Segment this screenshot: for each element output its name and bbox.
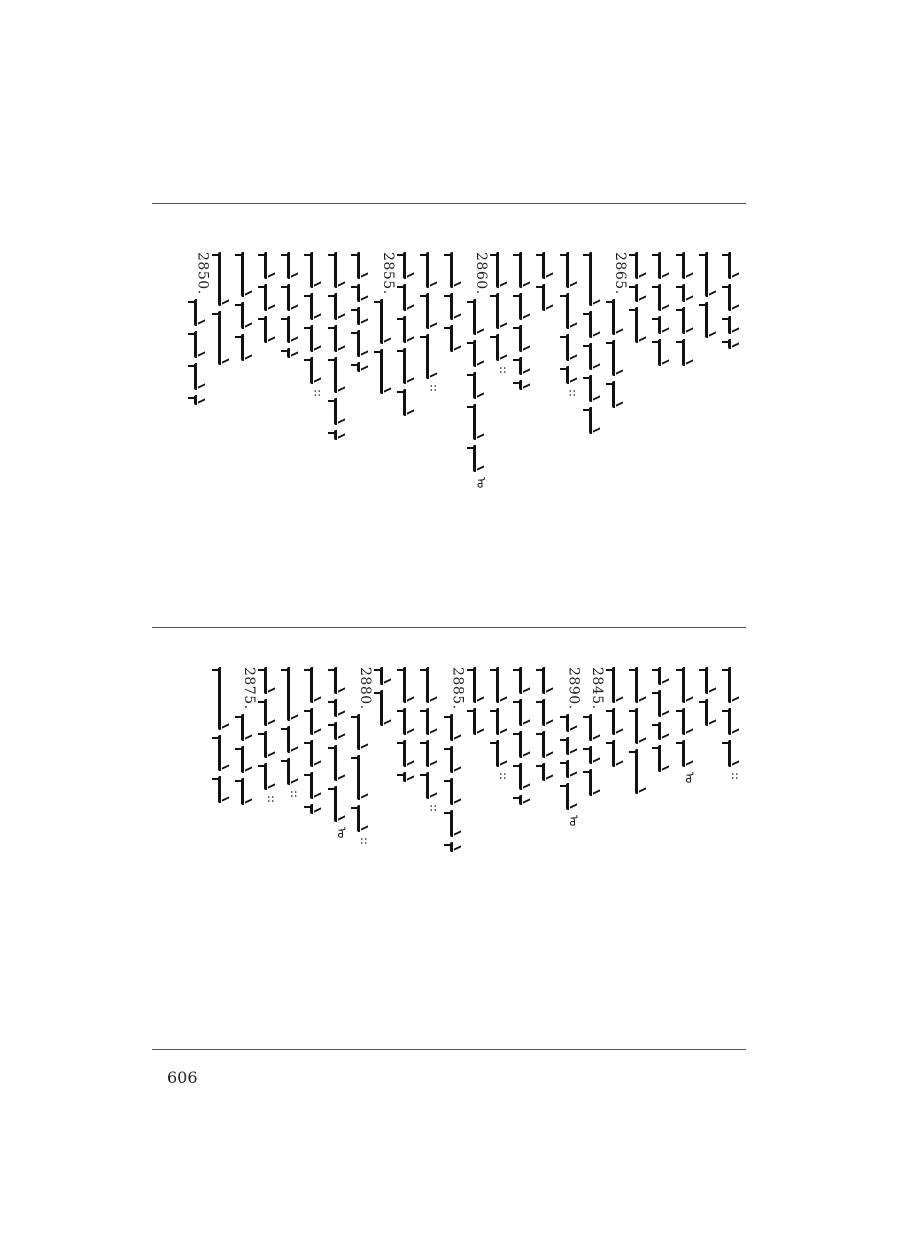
- script-word: [380, 667, 396, 685]
- script-word: [450, 293, 466, 320]
- script-word: [542, 763, 558, 781]
- script-word: [473, 340, 489, 367]
- text-column: [305, 667, 331, 819]
- script-word: [658, 690, 674, 717]
- script-word: [728, 740, 744, 767]
- script-word: [357, 805, 373, 832]
- script-word: [566, 714, 582, 732]
- text-column: [421, 252, 447, 397]
- text-column: [700, 252, 726, 343]
- script-word: [635, 749, 651, 794]
- script-word: [612, 740, 628, 767]
- page-number: 606: [167, 1068, 198, 1087]
- script-word: [473, 708, 489, 735]
- text-column: [514, 252, 540, 395]
- script-line: [264, 252, 280, 348]
- script-word: [566, 760, 582, 778]
- script-word: [635, 708, 651, 744]
- script-word: [682, 667, 698, 703]
- script-word: [264, 252, 280, 279]
- script-word: [334, 699, 350, 717]
- text-column: [375, 667, 401, 731]
- text-column: [352, 667, 378, 850]
- script-word: [658, 745, 674, 772]
- script-word: [287, 726, 303, 753]
- script-word: [658, 722, 674, 740]
- text-column: [537, 667, 563, 786]
- script-word: [635, 667, 651, 703]
- script-word: [450, 778, 466, 805]
- script-word: [194, 331, 210, 358]
- script-word: [473, 299, 489, 335]
- script-line: [218, 667, 234, 808]
- script-word: [264, 699, 280, 726]
- script-line: [194, 299, 210, 410]
- script-word: [705, 667, 721, 694]
- double-dot-mark: ::: [265, 795, 279, 804]
- script-line: [403, 667, 419, 787]
- script-word: [426, 740, 442, 767]
- script-word: [519, 357, 535, 375]
- script-word: [357, 714, 373, 750]
- text-column: [514, 667, 540, 810]
- ring-mark: ᠣ: [566, 814, 581, 826]
- script-line: [728, 252, 744, 354]
- middle-rule: [152, 627, 746, 628]
- script-word: [519, 763, 535, 790]
- script-word: [542, 252, 558, 279]
- text-column: [282, 667, 308, 803]
- script-word: [542, 284, 558, 311]
- script-line: [334, 667, 350, 843]
- script-word: [542, 731, 558, 758]
- script-line: [658, 667, 674, 777]
- script-word: [728, 316, 744, 334]
- script-word: [682, 307, 698, 334]
- script-word: [496, 740, 512, 767]
- text-column: [584, 667, 610, 801]
- script-word: [519, 293, 535, 320]
- script-word: [357, 284, 373, 302]
- bottom-rule: [152, 1049, 746, 1050]
- script-word: [450, 746, 466, 773]
- script-word: [264, 667, 280, 694]
- text-column: [259, 252, 285, 348]
- script-word: [496, 708, 512, 735]
- text-column: [236, 667, 262, 810]
- script-word: [473, 404, 489, 440]
- script-word: [566, 737, 582, 755]
- script-word: [589, 407, 605, 434]
- script-line: [635, 667, 651, 799]
- script-word: [519, 380, 535, 390]
- text-column: [421, 667, 447, 817]
- script-word: [264, 731, 280, 758]
- script-line: [426, 667, 442, 817]
- text-column: [537, 252, 563, 316]
- verse-number: 2890.: [565, 667, 582, 710]
- script-line: [310, 252, 326, 402]
- text-column: [445, 252, 471, 357]
- script-word: [357, 362, 373, 372]
- verse-number: 2850.: [194, 252, 211, 295]
- script-line: [589, 252, 605, 439]
- script-word: [705, 699, 721, 726]
- script-word: [334, 293, 350, 320]
- script-word: [426, 334, 442, 379]
- script-word: [287, 284, 303, 311]
- script-line: [519, 667, 535, 810]
- script-word: [612, 340, 628, 376]
- script-word: [287, 252, 303, 279]
- script-word: [728, 252, 744, 279]
- script-word: [496, 334, 512, 361]
- script-word: [310, 667, 326, 703]
- double-dot-mark: ::: [357, 836, 372, 845]
- script-line: [566, 252, 582, 402]
- script-word: [705, 302, 721, 338]
- script-word: [635, 252, 651, 279]
- script-word: [287, 758, 303, 785]
- script-line: [612, 667, 628, 772]
- text-column: [653, 252, 679, 371]
- text-column: [282, 252, 308, 363]
- script-word: [589, 714, 605, 741]
- double-dot-mark: ::: [497, 772, 511, 781]
- script-line: [357, 252, 373, 377]
- script-word: [658, 316, 674, 334]
- text-column: [375, 252, 401, 399]
- script-word: [728, 339, 744, 349]
- script-word: [450, 842, 466, 852]
- script-word: [264, 284, 280, 311]
- script-word: [496, 293, 512, 329]
- verse-number: 2880.: [356, 667, 373, 710]
- text-column: [398, 252, 424, 421]
- script-word: [682, 252, 698, 279]
- text-column: [630, 252, 656, 348]
- script-word: [450, 714, 466, 741]
- script-word: [519, 795, 535, 805]
- script-line: [380, 299, 396, 399]
- script-word: [241, 714, 257, 741]
- script-word: [403, 284, 419, 311]
- script-word: [542, 667, 558, 694]
- double-dot-mark: ::: [729, 772, 743, 781]
- double-dot-mark: ::: [497, 366, 511, 375]
- text-column: [561, 667, 587, 831]
- script-word: [728, 708, 744, 735]
- script-word: [218, 776, 234, 803]
- script-line: [612, 299, 628, 413]
- script-word: [218, 311, 234, 365]
- script-word: [589, 252, 605, 306]
- script-line: [473, 667, 489, 740]
- script-line: [450, 714, 466, 857]
- script-line: [264, 667, 280, 808]
- text-column: [607, 667, 633, 772]
- script-word: [450, 810, 466, 837]
- script-word: [682, 708, 698, 735]
- script-word: [241, 302, 257, 329]
- verse-number: 2845.: [588, 667, 605, 710]
- text-column: [213, 252, 239, 370]
- script-word: [194, 299, 210, 326]
- script-word: [682, 284, 698, 302]
- text-column: [445, 667, 471, 857]
- script-line: [287, 252, 303, 363]
- script-word: [728, 284, 744, 311]
- text-column: [259, 667, 285, 808]
- script-word: [496, 252, 512, 288]
- text-column: [398, 667, 424, 787]
- script-line: [218, 252, 234, 370]
- script-line: [658, 252, 674, 371]
- text-column: [468, 252, 494, 493]
- script-word: [357, 252, 373, 279]
- script-word: [403, 389, 419, 416]
- text-column: [491, 667, 517, 785]
- script-word: [403, 348, 419, 384]
- script-word: [380, 299, 396, 344]
- script-line: [334, 252, 350, 445]
- verse-number: 2855.: [380, 252, 396, 295]
- text-column: [723, 667, 749, 785]
- script-word: [450, 252, 466, 288]
- script-line: [705, 667, 721, 731]
- script-word: [682, 740, 698, 767]
- script-word: [473, 372, 489, 399]
- script-word: [380, 349, 396, 394]
- script-word: [334, 252, 350, 288]
- script-word: [334, 430, 350, 440]
- script-word: [334, 786, 350, 822]
- script-word: [519, 252, 535, 288]
- script-line: [566, 714, 582, 831]
- text-column: [607, 252, 633, 413]
- script-word: [426, 293, 442, 329]
- script-line: [403, 252, 419, 421]
- script-line: [380, 667, 396, 731]
- script-word: [334, 667, 350, 694]
- script-word: [357, 330, 373, 357]
- script-line: [519, 252, 535, 395]
- script-line: [589, 714, 605, 801]
- script-word: [589, 343, 605, 370]
- script-word: [728, 667, 744, 703]
- text-column: [584, 252, 610, 439]
- script-word: [426, 252, 442, 288]
- text-column: [653, 667, 679, 777]
- text-column: [189, 252, 215, 410]
- script-word: [194, 363, 210, 390]
- script-word: [264, 763, 280, 790]
- script-word: [403, 252, 419, 279]
- script-line: [241, 714, 257, 810]
- script-word: [705, 252, 721, 297]
- script-word: [310, 804, 326, 814]
- script-word: [403, 667, 419, 703]
- text-column: [491, 252, 517, 379]
- script-word: [589, 769, 605, 796]
- ring-mark: ᠣ: [473, 476, 488, 488]
- script-line: [682, 252, 698, 371]
- script-word: [403, 708, 419, 735]
- script-word: [658, 667, 674, 685]
- script-line: [542, 667, 558, 786]
- script-word: [519, 667, 535, 694]
- script-word: [589, 311, 605, 338]
- script-word: [334, 357, 350, 393]
- script-word: [566, 334, 582, 361]
- script-line: [542, 252, 558, 316]
- script-word: [519, 699, 535, 726]
- verse-number: 2860.: [472, 252, 489, 295]
- script-line: [473, 299, 489, 493]
- script-word: [658, 339, 674, 366]
- double-dot-mark: ::: [288, 790, 303, 799]
- script-line: [496, 252, 512, 379]
- script-word: [426, 772, 442, 799]
- script-word: [310, 772, 326, 799]
- script-word: [403, 316, 419, 343]
- script-word: [635, 307, 651, 343]
- script-line: [241, 252, 257, 366]
- text-column: [677, 667, 703, 788]
- script-word: [519, 731, 535, 758]
- text-column: [236, 252, 262, 366]
- script-word: [403, 740, 419, 767]
- script-word: [426, 667, 442, 703]
- ring-mark: ᠣ: [682, 772, 697, 784]
- script-word: [310, 325, 326, 352]
- script-word: [264, 316, 280, 343]
- script-line: [426, 252, 442, 397]
- script-word: [334, 398, 350, 425]
- text-column: [677, 252, 703, 371]
- script-word: [612, 299, 628, 335]
- script-word: [473, 445, 489, 472]
- text-column: [305, 252, 331, 402]
- script-word: [218, 667, 234, 730]
- script-word: [496, 667, 512, 703]
- text-column: [213, 667, 239, 808]
- script-word: [310, 740, 326, 767]
- script-line: [287, 667, 303, 803]
- verse-number: 2885.: [449, 667, 466, 710]
- script-word: [658, 284, 674, 311]
- text-column: [352, 252, 378, 377]
- script-word: [426, 708, 442, 735]
- text-column: [700, 667, 726, 731]
- script-word: [334, 722, 350, 740]
- script-word: [241, 746, 257, 773]
- text-column: [561, 252, 587, 402]
- script-word: [658, 252, 674, 279]
- script-word: [310, 357, 326, 384]
- script-line: [635, 252, 651, 348]
- text-column: [723, 252, 749, 354]
- script-word: [380, 690, 396, 726]
- script-word: [334, 745, 350, 781]
- script-word: [287, 316, 303, 343]
- text-column: [329, 252, 355, 445]
- script-word: [450, 325, 466, 352]
- script-word: [218, 735, 234, 771]
- text-column: [630, 667, 656, 799]
- script-word: [241, 778, 257, 805]
- script-word: [241, 252, 257, 297]
- script-word: [218, 252, 234, 306]
- script-word: [194, 395, 210, 405]
- script-word: [682, 339, 698, 366]
- double-dot-mark: ::: [427, 804, 442, 813]
- script-word: [357, 755, 373, 800]
- script-line: [682, 667, 698, 788]
- script-word: [403, 772, 419, 782]
- text-column: [468, 667, 494, 740]
- script-line: [310, 667, 326, 819]
- script-word: [287, 348, 303, 358]
- script-word: [357, 307, 373, 325]
- script-word: [566, 783, 582, 810]
- double-dot-mark: ::: [566, 389, 581, 398]
- script-word: [310, 252, 326, 288]
- script-line: [357, 714, 373, 850]
- script-word: [612, 381, 628, 408]
- script-word: [635, 284, 651, 302]
- script-line: [728, 667, 744, 785]
- script-word: [310, 708, 326, 735]
- script-word: [310, 293, 326, 320]
- double-dot-mark: ::: [427, 384, 442, 393]
- script-word: [566, 252, 582, 288]
- script-word: [519, 325, 535, 352]
- script-line: [705, 252, 721, 343]
- script-word: [566, 293, 582, 329]
- script-word: [589, 375, 605, 402]
- script-word: [334, 325, 350, 352]
- script-word: [287, 667, 303, 721]
- text-column: [329, 667, 355, 843]
- verse-number: 2875.: [240, 667, 257, 710]
- script-line: [496, 667, 512, 785]
- script-word: [612, 708, 628, 735]
- script-word: [473, 667, 489, 703]
- verse-number: 2865.: [612, 252, 628, 295]
- top-rule: [152, 203, 746, 204]
- script-word: [589, 746, 605, 764]
- script-word: [542, 699, 558, 726]
- script-word: [566, 366, 582, 384]
- script-word: [241, 334, 257, 361]
- double-dot-mark: ::: [311, 389, 326, 398]
- script-word: [612, 667, 628, 703]
- script-line: [450, 252, 466, 357]
- ring-mark: ᠣ: [334, 827, 349, 839]
